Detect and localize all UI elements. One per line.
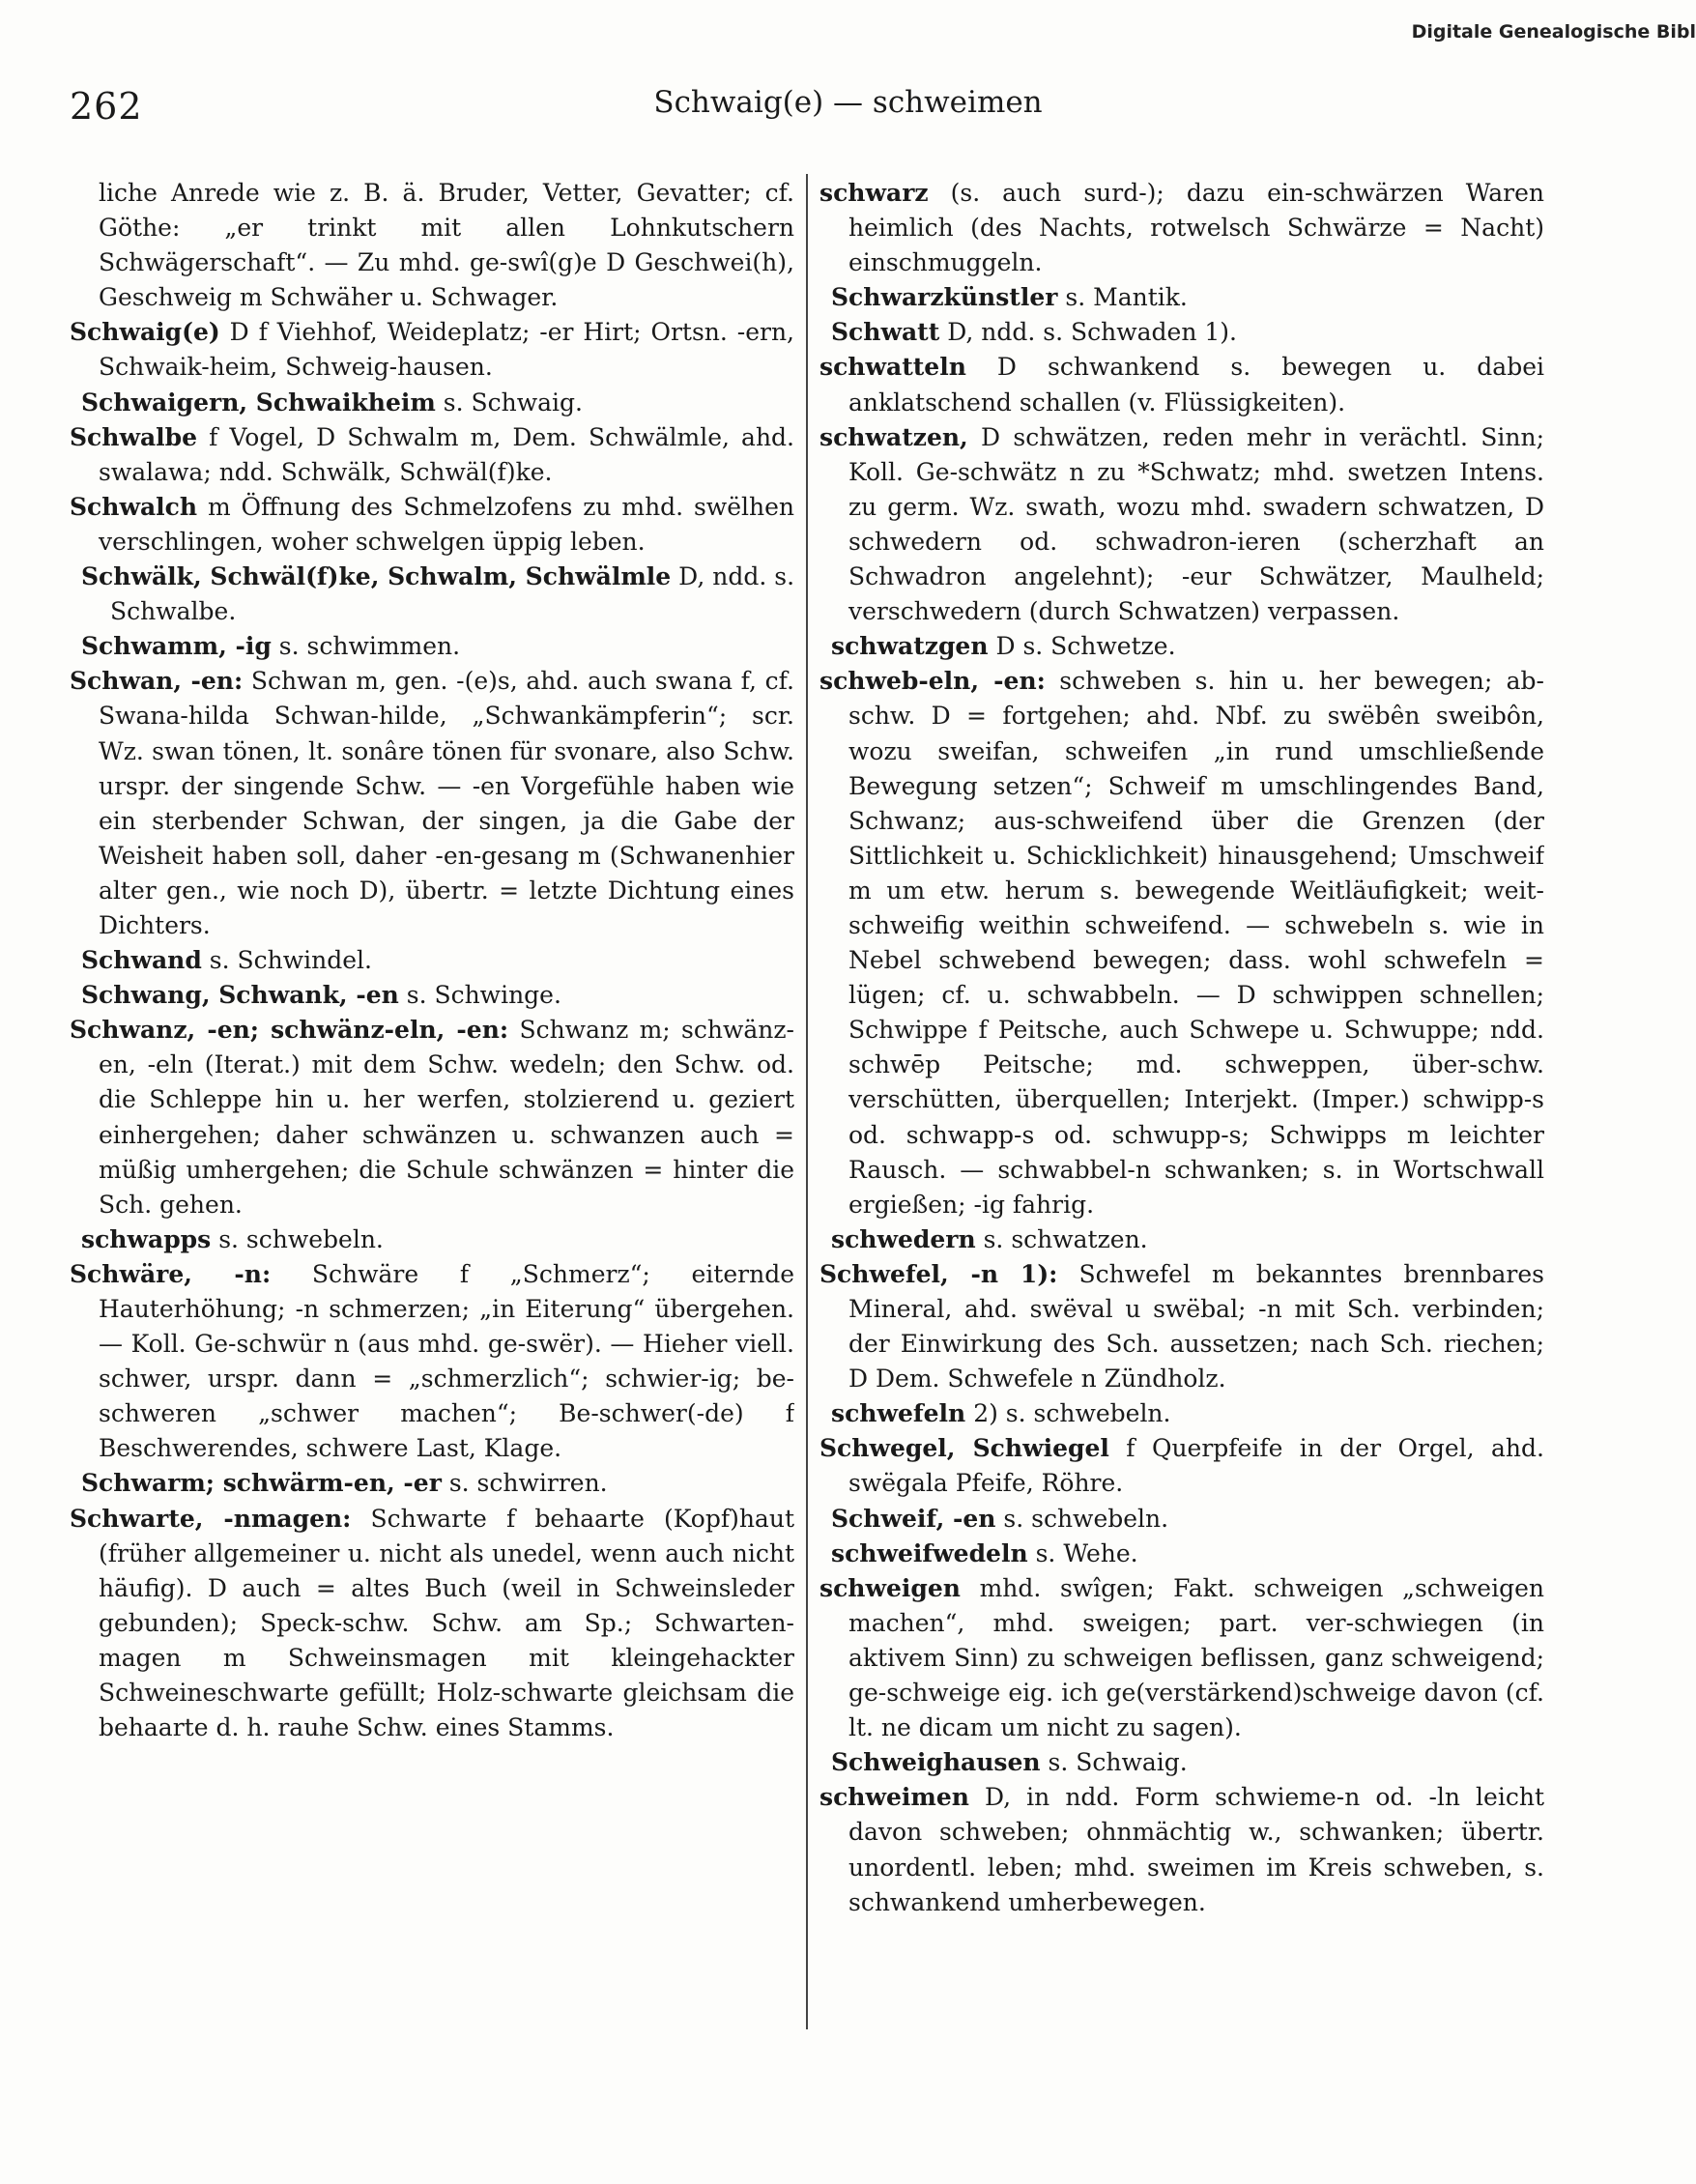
dictionary-entry — [819, 1571, 1544, 1745]
entry-headword: Schwäre, -n: — [70, 1259, 272, 1288]
dictionary-entry — [819, 1257, 1544, 1396]
right-column — [819, 176, 1544, 2031]
entry-text: Schwan m, gen. -(e)s, ahd. auch swana f, cf. Swana-hilda Schwan-hilde, „Schwankämpferin“; scr. Wz. swan tönen, lt. sonâre tönen für svonare, also Schw. urspr. der singende Schw. — -en Vorgefühle haben wie ein sterbender Schwan, der singen, ja die Gabe der Weisheit haben soll, daher -en-gesang m (Schwanenhier alter gen., wie noch D), übertr. = letzte Dichtung eines Dichters. — [99, 667, 794, 939]
dictionary-entry — [70, 664, 794, 943]
entry-text: 2) s. schwebeln. — [973, 1399, 1171, 1428]
entry-headword: Schwatt — [831, 318, 940, 347]
dictionary-entry — [819, 629, 1544, 664]
dictionary-entry — [819, 1537, 1544, 1571]
dictionary-entry — [819, 1780, 1544, 1919]
dictionary-entry — [819, 1222, 1544, 1257]
left-column — [70, 176, 794, 2031]
entry-text: s. Wehe. — [1035, 1538, 1138, 1567]
column-divider — [806, 174, 808, 2029]
dictionary-entry — [70, 1222, 794, 1257]
entry-headword: Schwanz, -en; schwänz-eln, -en: — [70, 1016, 509, 1045]
entry-text: s. Schwinge. — [406, 981, 561, 1010]
dictionary-entry — [70, 386, 794, 420]
entry-text: Schwefel m bekanntes brennbares Mineral, ahd. swëval u swëbal; -n mit Sch. verbinden; der Einwirkung des Sch. aussetzen; nach Sch. riechen; D Dem. Schwefele n Zündholz. — [848, 1259, 1544, 1394]
page-number: 262 — [70, 85, 143, 128]
entry-text: s. Schwaig. — [443, 388, 583, 417]
library-watermark: Digitale Genealogische Bibl — [1411, 21, 1696, 43]
entry-headword: schweifwedeln — [831, 1538, 1028, 1567]
entry-headword: schweimen — [819, 1783, 969, 1812]
entry-text: D f Viehhof, Weideplatz; -er Hirt; Ortsn. -ern, Schwaik-heim, Schweig-hausen. — [99, 318, 794, 382]
entry-text: s. Schwindel. — [209, 946, 372, 975]
entry-headword: schwatteln — [819, 353, 966, 382]
entry-text: Schwäre f „Schmerz“; eiternde Hauterhöhung; -n schmerzen; „in Eiterung“ übergehen. — Koll. Ge-schwür n (aus mhd. ge-swër). — Hieher viell. schwer, urspr. dann = „schmerzlich“; schwier-ig; be-schweren „schwer machen“; Be-schwer(-de) f Beschwerendes, schwere Last, Klage. — [99, 1259, 794, 1463]
entry-headword: schwefeln — [831, 1399, 966, 1428]
entry-text: schweben s. hin u. her bewegen; ab-schw. D = fortgehen; ahd. Nbf. zu swëbên sweibôn, wozu sweifan, schweifen „in rund umschließende Bewegung setzen“; Schweif m umschlingendes Band, Schwanz; aus-schweifend über die Grenzen (der Sittlichkeit u. Schicklichkeit) hinausgehend; Umschweif m um etw. herum s. bewegende Weitläufigkeit; weit-schweifig weithin schweifend. — schwebeln s. wie in Nebel schwebend bewegen; dass. wohl schwefeln = lügen; cf. u. schwabbeln. — D schwippen schnellen; Schwippe f Peitsche, auch Schwepe u. Schwuppe; ndd. schwēp Peitsche; md. schweppen, über-schw. verschütten, überquellen; Interjekt. (Imper.) schwipp-s od. schwapp-s od. schwupp-s; Schwipps m leichter Rausch. — schwabbel-n schwanken; s. in Wortschwall ergießen; -ig fahrig. — [848, 667, 1544, 1219]
entry-text: s. schwirren. — [448, 1469, 608, 1498]
entry-text: Schwanz m; schwänz-en, -eln (Iterat.) mit dem Schw. wedeln; den Schw. od. die Schleppe hin u. her werfen, stolzierend u. geziert einhergehen; daher schwänzen u. schwanzen auch = müßig umhergehen; die Schule schwänzen = hinter die Sch. gehen. — [99, 1016, 794, 1219]
dictionary-entry — [70, 560, 794, 629]
entry-headword: Schwaigern, Schwaikheim — [81, 388, 436, 417]
entry-headword: Schwang, Schwank, -en — [81, 981, 399, 1010]
entry-text: D schwankend s. bewegen u. dabei anklatschend schallen (v. Flüssigkeiten). — [848, 353, 1544, 417]
entry-text: D, ndd. s. Schwaden 1). — [947, 318, 1237, 347]
entry-text: s. schwatzen. — [983, 1224, 1148, 1253]
entry-headword: Schwarm; schwärm-en, -er — [81, 1469, 442, 1498]
entry-headword: Schwarzkünstler — [831, 283, 1058, 312]
dictionary-entry — [819, 1431, 1544, 1501]
dictionary-entry — [70, 315, 794, 385]
dictionary-entry — [70, 1466, 794, 1501]
entry-text: (s. auch surd-); dazu ein-schwärzen Waren heimlich (des Nachts, rotwelsch Schwärze = Nacht) einschmuggeln. — [848, 179, 1544, 277]
entry-headword: Schwarte, -nmagen: — [70, 1504, 352, 1533]
entry-headword: Schwan, -en: — [70, 667, 244, 696]
dictionary-entry — [70, 1257, 794, 1467]
dictionary-entry — [819, 280, 1544, 315]
dictionary-entry — [70, 176, 794, 315]
dictionary-entry — [819, 1396, 1544, 1431]
entry-headword: Schwälk, Schwäl(f)ke, Schwalm, Schwälmle — [81, 562, 672, 591]
entry-text: s. schwebeln. — [218, 1224, 384, 1253]
dictionary-entry — [819, 315, 1544, 350]
dictionary-entry — [70, 629, 794, 664]
entry-headword: schwedern — [831, 1224, 976, 1253]
entry-headword: schweb-eln, -en: — [819, 667, 1046, 696]
entry-text: s. schwimmen. — [278, 632, 461, 661]
dictionary-entry — [70, 1013, 794, 1222]
entry-headword: Schwamm, -ig — [81, 632, 272, 661]
dictionary-entry — [819, 176, 1544, 280]
entry-headword: schwatzgen — [831, 632, 989, 661]
dictionary-entry — [70, 420, 794, 490]
dictionary-entry — [819, 420, 1544, 630]
entry-text: m Öffnung des Schmelzofens zu mhd. swëlhen verschlingen, woher schwelgen üppig leben. — [99, 492, 794, 556]
entry-headword: Schwalch — [70, 492, 198, 521]
entry-headword: schwapps — [81, 1224, 212, 1253]
entry-headword: Schwand — [81, 946, 202, 975]
dictionary-entry — [70, 943, 794, 978]
entry-text: f Vogel, D Schwalm m, Dem. Schwälmle, ahd. swalawa; ndd. Schwälk, Schwäl(f)ke. — [99, 422, 794, 486]
dictionary-entry — [819, 664, 1544, 1222]
dictionary-entry — [70, 490, 794, 560]
entry-headword: schwatzen, — [819, 422, 968, 451]
dictionary-entry — [819, 1502, 1544, 1537]
entry-text: liche Anrede wie z. B. ä. Bruder, Vetter, Gevatter; cf. Göthe: „er trinkt mit allen Lohnkutschern Schwägerschaft“. — Zu mhd. ge-swî(g)e D Geschwei(h), Geschweig m Schwäher u. Schwager. — [99, 179, 794, 312]
entry-headword: Schwalbe — [70, 422, 198, 451]
entry-text: D, ndd. s. Schwalbe. — [110, 562, 794, 626]
entry-text: D, in ndd. Form schwieme-n od. -ln leicht davon schweben; ohnmächtig w., schwanken; übertr. unordentl. leben; mhd. sweimen im Kreis schweben, s. schwankend umherbewegen. — [848, 1783, 1544, 1916]
dictionary-entry — [819, 1745, 1544, 1780]
entry-headword: Schwaig(e) — [70, 318, 220, 347]
entry-headword: Schweighausen — [831, 1748, 1041, 1777]
entry-headword: Schwefel, -n 1): — [819, 1259, 1058, 1288]
entry-text: Schwarte f behaarte (Kopf)haut (früher allgemeiner u. nicht als unedel, wenn auch nicht häufig). D auch = altes Buch (weil in Schweinsleder gebunden); Speck-schw. Schw. am Sp.; Schwarten-magen m Schweinsmagen mit kleingehackter Schweineschwarte gefüllt; Holz-schwarte gleichsam die behaarte d. h. rauhe Schw. eines Stamms. — [99, 1504, 794, 1742]
dictionary-entry — [819, 350, 1544, 419]
running-head: Schwaig(e) — schweimen — [653, 85, 1043, 120]
dictionary-entry — [70, 1502, 794, 1746]
entry-text: D s. Schwetze. — [995, 632, 1176, 661]
entry-text: s. Mantik. — [1065, 283, 1188, 312]
entry-headword: schweigen — [819, 1573, 961, 1602]
dictionary-entry — [70, 978, 794, 1013]
entry-text: f Querpfeife in der Orgel, ahd. swëgala Pfeife, Röhre. — [848, 1434, 1544, 1498]
entry-text: s. Schwaig. — [1048, 1748, 1188, 1777]
entry-headword: Schweif, -en — [831, 1504, 996, 1533]
entry-headword: Schwegel, Schwiegel — [819, 1434, 1109, 1463]
entry-headword: schwarz — [819, 179, 929, 207]
entry-text: D schwätzen, reden mehr in verächtl. Sinn; Koll. Ge-schwätz n zu *Schwatz; mhd. swetzen Intens. zu germ. Wz. swath, wozu mhd. swadern schwatzen, D schwedern od. schwadron-ieren (scherzhaft an Schwadron angelehnt); -eur Schwätzer, Maulheld; verschwedern (durch Schwatzen) verpassen. — [848, 422, 1544, 626]
entry-text: s. schwebeln. — [1003, 1504, 1169, 1533]
entry-text: mhd. swîgen; Fakt. schweigen „schweigen machen“, mhd. sweigen; part. ver-schwiegen (in aktivem Sinn) zu schweigen beflissen, ganz schweigend; ge-schweige eig. ich ge(verstärkend)schweige davon (cf. lt. ne dicam um nicht zu sagen). — [848, 1573, 1544, 1742]
